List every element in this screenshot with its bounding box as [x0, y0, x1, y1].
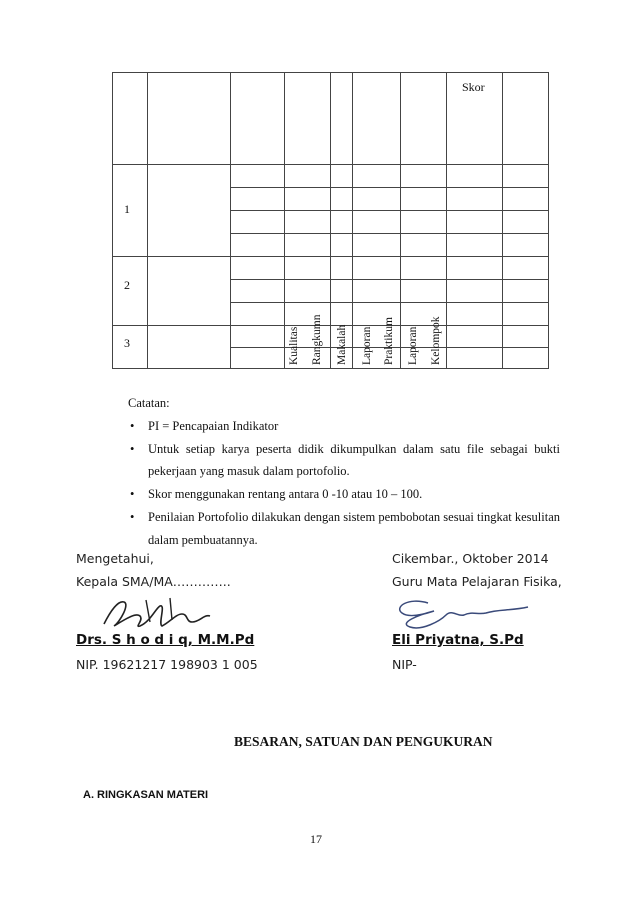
header-rangkumn: Rangkumn [311, 314, 323, 365]
table-row-line [230, 302, 549, 303]
principal-signature-image [100, 592, 220, 636]
table-row-line [112, 164, 549, 165]
table-row-line [112, 256, 549, 257]
list-item: • PI = Pencapaian Indikator [128, 415, 560, 438]
row-number-3: 3 [124, 336, 130, 350]
table-row-line [230, 187, 549, 188]
header-laporan-kelompok-2: Kelompok [430, 316, 442, 365]
list-item: • Skor menggunakan rentang antara 0 -10 atau 10 – 100. [128, 483, 560, 506]
header-laporan-praktikum-1: Laporan [361, 326, 373, 365]
teacher-name [392, 632, 524, 648]
teacher-name-text: Eli Priyatna, S.Pd [392, 632, 524, 648]
section-heading: BESARAN, SATUAN DAN PENGUKURAN [234, 734, 493, 749]
portfolio-assessment-table [112, 72, 549, 369]
teacher-title: Guru Mata Pelajaran Fisika, [392, 574, 562, 589]
notes-title: Catatan: [128, 396, 170, 410]
table-border [112, 368, 549, 369]
acknowledged-label: Mengetahui, [76, 551, 154, 566]
table-row-line [230, 210, 549, 211]
principal-nip: NIP. 19621217 198903 1 005 [76, 657, 258, 672]
table-row-line [230, 279, 549, 280]
teacher-signature-image [388, 593, 548, 633]
subheading: A. RINGKASAN MATERI [83, 789, 209, 801]
row-number-2: 2 [124, 278, 130, 292]
notes-section [128, 392, 560, 552]
header-makalah: Makalah [336, 324, 348, 365]
signature-block [70, 545, 590, 685]
place-date: Cikembar., Oktober 2014 [392, 551, 549, 566]
principal-name-text: Drs. S h o d i q, M.M.Pd [76, 632, 255, 648]
header-laporan-praktikum-2: Praktikum [383, 317, 395, 365]
table-row-line [112, 325, 549, 326]
header-kualitas: Kualitas [288, 326, 300, 365]
header-skor: Skor [462, 80, 485, 94]
list-item: • Penilaian Portofolio dilakukan dengan sistem pembobotan sesuai tingkat kesulitan dalam pembuatannya. [128, 506, 560, 552]
principal-name [76, 632, 254, 648]
principal-title: Kepala SMA/MA………….. [76, 574, 231, 589]
table-border [112, 72, 549, 73]
row-number-1: 1 [124, 202, 130, 216]
page-number: 17 [310, 832, 322, 846]
list-item: • Untuk setiap karya peserta didik dikumpulkan dalam satu file sebagai bukti pekerjaan yang masuk dalam portofolio. [128, 438, 560, 484]
notes-list [128, 415, 560, 552]
teacher-nip: NIP- [392, 657, 417, 672]
table-row-line [230, 233, 549, 234]
header-laporan-kelompok-1: Laporan [407, 326, 419, 365]
